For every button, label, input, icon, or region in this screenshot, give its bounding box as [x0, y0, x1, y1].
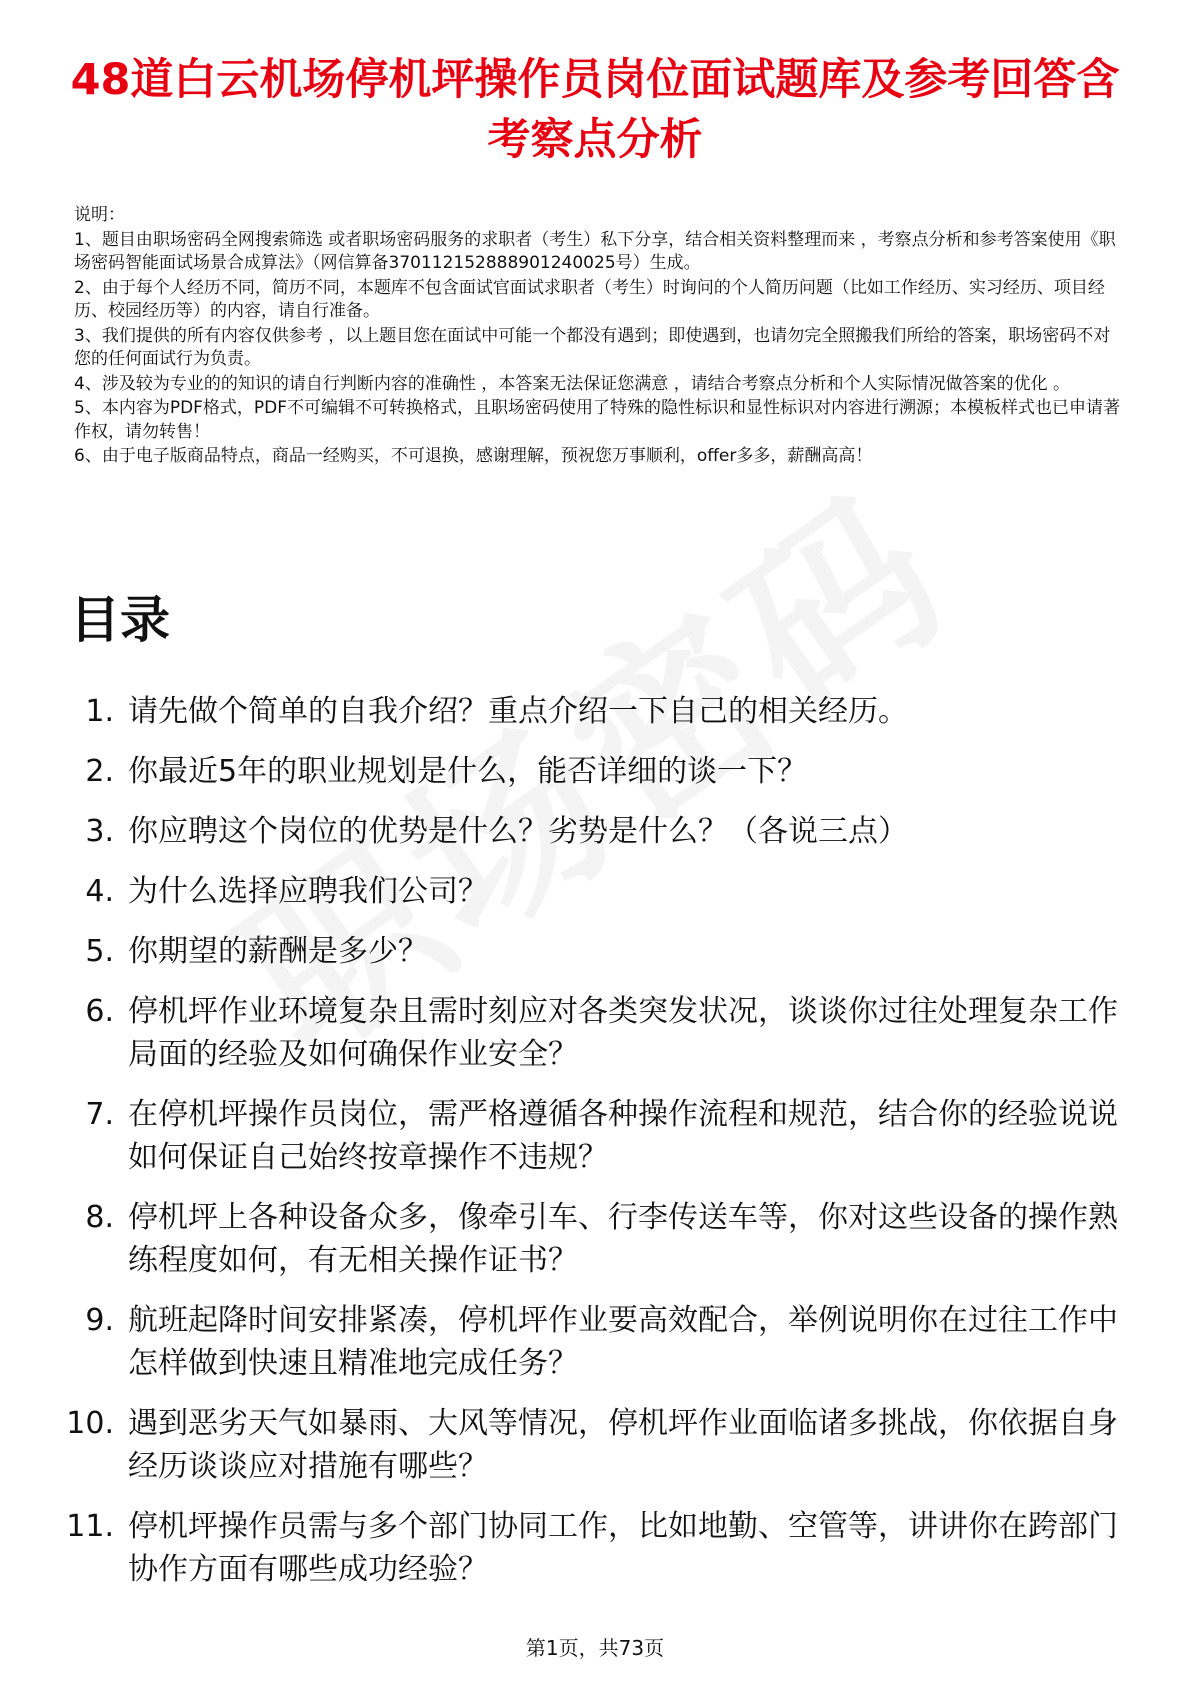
- toc-item-number: 5.: [85, 934, 114, 969]
- note-item: 2、由于每个人经历不同，简历不同，本题库不包含面试官面试求职者（考生）时询问的个人简历问题（比如工作经历、实习经历、项目经历、校园经历等）的内容，请自行准备。: [74, 277, 1105, 321]
- toc-item-number: 11.: [66, 1509, 114, 1544]
- toc-item-text: 你最近5年的职业规划是什么，能否详细的谈一下？: [128, 754, 808, 789]
- toc-item-text: 请先做个简单的自我介绍？重点介绍一下自己的相关经历。: [128, 694, 908, 729]
- notes-heading: 说明：: [74, 205, 125, 225]
- toc-item-text: 停机坪操作员需与多个部门协同工作，比如地勤、空管等，讲讲你在跨部门协作方面有哪些成功经验？: [128, 1509, 1118, 1587]
- toc-item-text: 为什么选择应聘我们公司？: [128, 874, 488, 909]
- toc-item-text: 遇到恶劣天气如暴雨、大风等情况，停机坪作业面临诸多挑战，你依据自身经历谈谈应对措施有哪些？: [128, 1406, 1118, 1484]
- toc-item-number: 4.: [85, 874, 114, 909]
- document-title: 48道白云机场停机坪操作员岗位面试题库及参考回答含考察点分析: [70, 55, 1120, 165]
- note-item: 5、本内容为PDF格式，PDF不可编辑不可转换格式，且职场密码使用了特殊的隐性标识和显性标识对内容进行溯源；本模板样式也已申请著作权，请勿转售！: [74, 398, 1121, 442]
- toc-item[interactable]: [58, 990, 1118, 1076]
- toc-item[interactable]: [58, 1402, 1118, 1488]
- note-item: 1、题目由职场密码全网搜索筛选 或者职场密码服务的求职者（考生）私下分享，结合相关资料整理而来 ，考察点分析和参考答案使用《职场密码智能面试场景合成算法》（网信算备370112152888901240025号）生成。: [74, 229, 1116, 273]
- toc-item-text: 在停机坪操作员岗位，需严格遵循各种操作流程和规范，结合你的经验说说如何保证自己始终按章操作不违规？: [128, 1097, 1118, 1175]
- toc-item-text: 停机坪作业环境复杂且需时刻应对各类突发状况，谈谈你过往处理复杂工作局面的经验及如何确保作业安全？: [128, 994, 1118, 1072]
- notes-section: [74, 204, 1124, 470]
- toc-item[interactable]: [58, 810, 1118, 853]
- toc-heading: 目录: [70, 591, 170, 649]
- note-item: 4、涉及较为专业的的知识的请自行判断内容的准确性 ，本答案无法保证您满意 ，请结合考察点分析和个人实际情况做答案的优化 。: [74, 373, 1071, 394]
- toc-item-text: 航班起降时间安排紧凑，停机坪作业要高效配合，举例说明你在过往工作中怎样做到快速且精准地完成任务？: [128, 1303, 1118, 1381]
- toc-item-number: 3.: [85, 814, 114, 849]
- toc-item-number: 2.: [85, 754, 114, 789]
- page-number-footer: 第1页，共73页: [525, 1636, 665, 1660]
- note-item: 6、由于电子版商品特点，商品一经购买，不可退换，感谢理解，预祝您万事顺利，offer多多，薪酬高高！: [74, 446, 873, 466]
- toc-item-number: 10.: [66, 1406, 114, 1441]
- toc-item[interactable]: [58, 1093, 1118, 1179]
- note-item: 3、我们提供的所有内容仅供参考 ，以上题目您在面试中可能一个都没有遇到；即使遇到，也请勿完全照搬我们所给的答案，职场密码不对您的任何面试行为负责。: [74, 325, 1111, 369]
- toc-item[interactable]: [58, 1505, 1118, 1591]
- toc-item-number: 9.: [85, 1303, 114, 1338]
- toc-list: [58, 690, 1118, 1608]
- toc-item-number: 8.: [85, 1200, 114, 1235]
- toc-item-number: 1.: [85, 694, 114, 729]
- toc-item[interactable]: [58, 750, 1118, 793]
- toc-item[interactable]: [58, 930, 1118, 973]
- toc-item[interactable]: [58, 870, 1118, 913]
- toc-item-text: 停机坪上各种设备众多，像牵引车、行李传送车等，你对这些设备的操作熟练程度如何，有无相关操作证书？: [128, 1200, 1118, 1278]
- toc-item[interactable]: [58, 690, 1118, 733]
- toc-item[interactable]: [58, 1196, 1118, 1282]
- toc-item[interactable]: [58, 1299, 1118, 1385]
- toc-item-text: 你应聘这个岗位的优势是什么？劣势是什么？（各说三点）: [128, 814, 908, 849]
- toc-item-number: 6.: [85, 994, 114, 1029]
- toc-item-number: 7.: [85, 1097, 114, 1132]
- toc-item-text: 你期望的薪酬是多少？: [128, 934, 428, 969]
